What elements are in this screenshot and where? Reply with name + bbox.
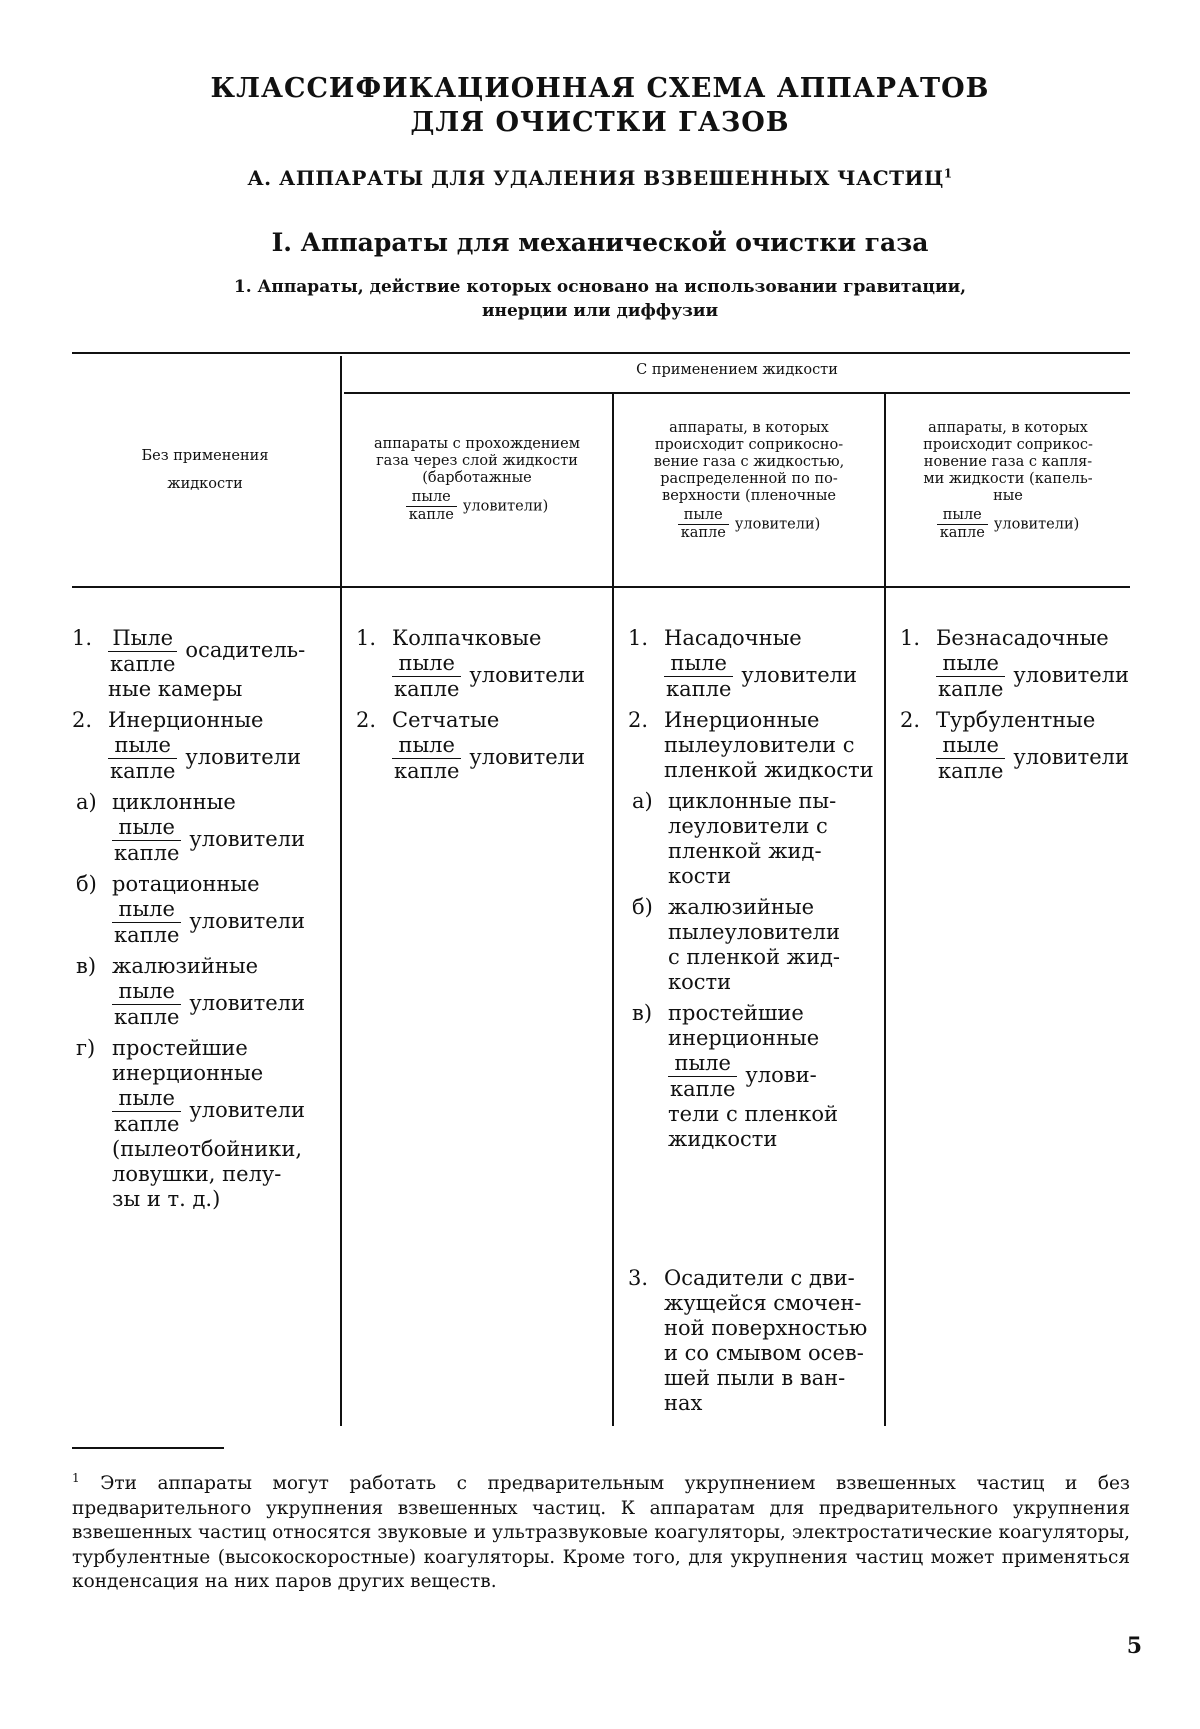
fraction [392, 733, 461, 784]
col3-header-line: аппараты, в которых [669, 420, 829, 436]
subitem-line: пылеуловители [668, 920, 841, 944]
col2-header-line: (барботажные [422, 470, 532, 486]
fraction-numerator: пыле [678, 507, 729, 525]
fraction [406, 489, 457, 524]
list-item [628, 1266, 882, 1416]
item-tail: уловители [469, 745, 585, 769]
col4-header-line: новение газа с капля- [923, 454, 1093, 470]
fraction-numerator: пыле [668, 1051, 737, 1077]
list-item [356, 708, 610, 784]
col1-body [72, 626, 338, 1218]
subitem-title: простейшие [112, 1036, 248, 1060]
fraction-numerator: пыле [112, 1086, 181, 1112]
item-line: пленкой жидкости [664, 758, 874, 782]
fraction [664, 651, 733, 702]
list-item [356, 626, 610, 702]
fraction-denominator: капле [670, 1077, 736, 1101]
col2-header-tail: уловители) [462, 498, 549, 515]
section-a-heading [0, 166, 1200, 190]
subitem-line: с пленкой жид- [668, 945, 840, 969]
fraction-numerator: пыле [112, 979, 181, 1005]
fraction-denominator: капле [666, 677, 732, 701]
col3-header [614, 420, 884, 542]
footnote-mark: 1 [72, 1471, 80, 1485]
subitem-line: зы и т. д.) [112, 1187, 221, 1211]
subitem-line: кости [668, 864, 732, 888]
fraction [112, 979, 181, 1030]
item-title: Турбулентные [936, 708, 1096, 732]
fraction-numerator: пыле [406, 489, 457, 507]
subitem-letter: б) [632, 895, 653, 919]
col3-body [628, 626, 882, 1158]
fraction-numerator: пыле [112, 815, 181, 841]
subitem-letter: а) [632, 789, 653, 813]
subitem-tail: улови- [745, 1063, 817, 1087]
section-i-heading: I. Аппараты для механической очистки газа [271, 228, 929, 257]
subitem-line: жидкости [668, 1127, 778, 1151]
list-item [72, 708, 338, 784]
subitem-letter: б) [76, 872, 97, 896]
item-number: 1. [900, 626, 921, 650]
col2-header-line: аппараты с прохождением [373, 436, 581, 452]
fraction-denominator: капле [110, 759, 176, 783]
item-title: Безнасадочные [936, 626, 1109, 650]
footnote-ref: 1 [943, 166, 953, 181]
item-number: 2. [72, 708, 93, 732]
col2-header-fraction-row [342, 489, 612, 524]
fraction [937, 507, 988, 542]
item-line: пылеуловители с [664, 733, 855, 757]
col4-body [900, 626, 1130, 790]
list-subitem [76, 790, 338, 866]
col3-header-line: распределенной по по- [660, 471, 838, 487]
fraction-denominator: капле [408, 507, 454, 523]
subitem-title: инерционные [112, 1061, 264, 1085]
subitem-letter: в) [632, 1001, 653, 1025]
item-tail: уловители [469, 663, 585, 687]
fraction-numerator: пыле [112, 897, 181, 923]
group-header-rule [344, 392, 1130, 394]
subitem-line: жалюзийные [668, 895, 815, 919]
fraction [936, 733, 1005, 784]
fraction-denominator: капле [394, 759, 460, 783]
item-line: нах [664, 1391, 703, 1415]
col1-header [72, 442, 338, 498]
list-item [900, 708, 1130, 784]
col4-header-line: ные [993, 488, 1023, 504]
subitem-line: тели с пленкой [668, 1102, 839, 1126]
fraction-denominator: капле [114, 1005, 180, 1029]
item-number: 1. [628, 626, 649, 650]
subitem-line: пленкой жид- [668, 839, 822, 863]
fraction [936, 651, 1005, 702]
fraction-numerator: пыле [108, 733, 177, 759]
list-item [628, 626, 882, 702]
col4-header-fraction-row [886, 507, 1130, 542]
col3-item3 [628, 1266, 882, 1422]
col4-header-tail: уловители) [993, 516, 1080, 533]
fraction-numerator: пыле [664, 651, 733, 677]
item-title: Насадочные [664, 626, 802, 650]
subitem-title: жалюзийные [112, 954, 259, 978]
section-a-text: А. АППАРАТЫ ДЛЯ УДАЛЕНИЯ ВЗВЕШЕННЫХ ЧАСТИЦ [247, 166, 944, 190]
subsection-heading [0, 275, 1200, 323]
fraction [668, 1051, 737, 1102]
col4-header-line: ми жидкости (капель- [923, 471, 1093, 487]
item-tail: уловители [741, 663, 857, 687]
col1-header-line2: жидкости [167, 476, 243, 492]
fraction-numerator: пыле [936, 651, 1005, 677]
main-title-line2: ДЛЯ ОЧИСТКИ ГАЗОВ [410, 107, 790, 138]
fraction [112, 815, 181, 866]
main-title [0, 72, 1200, 140]
fraction-denominator: капле [114, 841, 180, 865]
fraction [112, 897, 181, 948]
item-number: 2. [900, 708, 921, 732]
item-title: Инерционные [108, 708, 264, 732]
col2-header-line: газа через слой жидкости [376, 453, 578, 469]
fraction-denominator: капле [114, 923, 180, 947]
item-tail: уловители [1013, 745, 1129, 769]
fraction-denominator: капле [939, 525, 985, 541]
subitem-letter: г) [76, 1036, 96, 1060]
main-title-line1: КЛАССИФИКАЦИОННАЯ СХЕМА АППАРАТОВ [210, 73, 990, 104]
subitem-title: простейшие [668, 1001, 804, 1025]
fraction [108, 626, 177, 677]
column-divider-2 [612, 394, 614, 1426]
fraction-denominator: капле [938, 759, 1004, 783]
fraction-numerator: пыле [392, 733, 461, 759]
list-subitem [632, 789, 882, 889]
list-item [900, 626, 1130, 702]
subitem-line: кости [668, 970, 732, 994]
fraction [108, 733, 177, 784]
subitem-tail: уловители [189, 1098, 305, 1122]
fraction-denominator: капле [394, 677, 460, 701]
fraction-denominator: капле [110, 652, 176, 676]
fraction-numerator: Пыле [108, 626, 177, 652]
subitem-title: инерционные [668, 1026, 820, 1050]
item-number: 1. [72, 626, 93, 650]
subitem-tail: уловители [189, 991, 305, 1015]
col4-header [886, 420, 1130, 542]
footnote-rule [72, 1447, 224, 1449]
group-header: С применением жидкости [636, 362, 838, 378]
list-item [628, 708, 882, 783]
col3-header-line: происходит соприкосно- [654, 437, 844, 453]
list-subitem [76, 954, 338, 1030]
fraction [392, 651, 461, 702]
subitem-tail: уловители [189, 827, 305, 851]
list-subitem [76, 872, 338, 948]
subsection-line2: инерции или диффузии [481, 301, 719, 321]
item-title: Колпачковые [392, 626, 542, 650]
col3-header-line: вение газа с жидкостью, [653, 454, 845, 470]
subitem-line: леуловители с [668, 814, 828, 838]
item-tail: уловители [1013, 663, 1129, 687]
col2-body [356, 626, 610, 790]
item-line: Осадители с дви- [664, 1266, 855, 1290]
col3-header-tail: уловители) [734, 516, 821, 533]
subitem-line: циклонные пы- [668, 789, 837, 813]
col4-header-line: происходит соприкос- [923, 437, 1093, 453]
subitem-tail: уловители [189, 909, 305, 933]
list-subitem [632, 1001, 882, 1152]
fraction-numerator: пыле [392, 651, 461, 677]
item-number: 1. [356, 626, 377, 650]
subitem-line: (пылеотбойники, [112, 1137, 303, 1161]
item-tail: осадитель- [185, 638, 306, 662]
item-line: и со смывом осев- [664, 1341, 864, 1365]
list-subitem [632, 895, 882, 995]
fraction [678, 507, 729, 542]
table-top-rule [72, 352, 1130, 354]
footnote-text: Эти аппараты могут работать с предварительным укрупнением взвешенных частиц и без предварительного укрупнения взвешенных частиц. К аппаратам для предварительного укрупнения взвешенных частиц относятся звуковые и ультразвуковые коагуляторы, электростатические коагуляторы, турбулентные (высокоскоростные) коагуляторы. Кроме того, для укрупнения частиц может применяться конденсация на них паров других веществ. [72, 1473, 1130, 1593]
col4-header-line: аппараты, в которых [928, 420, 1088, 436]
list-subitem [76, 1036, 338, 1212]
item-title: Сетчатые [392, 708, 500, 732]
subitem-letter: в) [76, 954, 97, 978]
fraction-numerator: пыле [936, 733, 1005, 759]
column-divider-3 [884, 394, 886, 1426]
item-number: 3. [628, 1266, 649, 1290]
col3-header-line: верхности (пленочные [662, 488, 836, 504]
header-bottom-rule [72, 586, 1130, 588]
item-line: жущейся смочен- [664, 1291, 862, 1315]
col3-header-fraction-row [614, 507, 884, 542]
subitem-letter: а) [76, 790, 97, 814]
subsection-line1: 1. Аппараты, действие которых основано на использовании гравитации, [233, 277, 967, 297]
subitem-line: ловушки, пелу- [112, 1162, 282, 1186]
item-number: 2. [628, 708, 649, 732]
fraction-denominator: капле [680, 525, 726, 541]
fraction-denominator: капле [938, 677, 1004, 701]
col1-header-line1: Без применения [141, 448, 269, 464]
footnote [72, 1466, 1130, 1595]
item-number: 2. [356, 708, 377, 732]
item-line: ной поверхностью [664, 1316, 868, 1340]
subitem-title: ротационные [112, 872, 260, 896]
item-line: Инерционные [664, 708, 820, 732]
item-line: шей пыли в ван- [664, 1366, 846, 1390]
list-item [72, 626, 338, 702]
col2-header [342, 436, 612, 524]
item-tail: уловители [185, 745, 301, 769]
item-line: ные камеры [108, 677, 243, 701]
fraction [112, 1086, 181, 1137]
fraction-numerator: пыле [937, 507, 988, 525]
page-number: 5 [1126, 1633, 1142, 1659]
subitem-title: циклонные [112, 790, 236, 814]
fraction-denominator: капле [114, 1112, 180, 1136]
